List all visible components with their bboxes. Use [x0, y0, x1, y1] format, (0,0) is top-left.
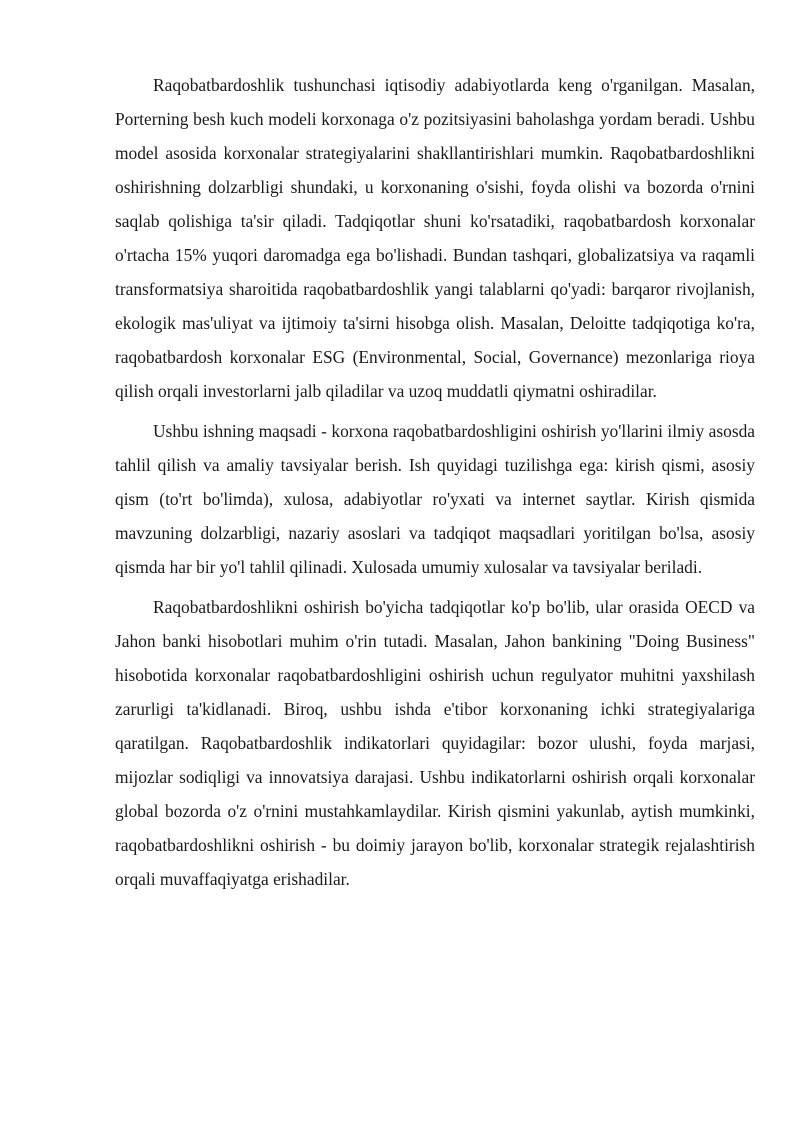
paragraph-work-purpose: Ushbu ishning maqsadi - korxona raqobatbardoshligini oshirish yo'llarini ilmiy asosda tahlil qilish va amaliy tavsiyalar berish. Ish quyidagi tuzilishga ega: kirish qismi, asosiy qism (to'rt bo'limda), xulosa, adabiyotlar ro'yxati va internet saytlar. Kirish qismida mavzuning dolzarbligi, nazariy asoslari va tadqiqot maqsadlari yoritilgan bo'lsa, asosiy qismda har bir yo'l tahlil qilinadi. Xulosada umumiy xulosalar va tavsiyalar beriladi.: [115, 421, 755, 577]
paragraph-competitiveness-concept: Raqobatbardoshlik tushunchasi iqtisodiy adabiyotlarda keng o'rganilgan. Masalan, Porterning besh kuch modeli korxonaga o'z pozitsiyasini baholashga yordam beradi. Ushbu model asosida korxonalar strategiyalarini shakllantirishlari mumkin. Raqobatbardoshlikni oshirishning dolzarbligi shundaki, u korxonaning o'sishi, foyda olishi va bozorda o'rnini saqlab qolishiga ta'sir qiladi. Tadqiqotlar shuni ko'rsatadiki, raqobatbardosh korxonalar o'rtacha 15% yuqori daromadga ega bo'lishadi. Bundan tashqari, globalizatsiya va raqamli transformatsiya sharoitida raqobatbardoshlik yangi talablarni qo'yadi: barqaror rivojlanish, ekologik mas'uliyat va ijtimoiy ta'sirni hisobga olish. Masalan, Deloitte tadqiqotiga ko'ra, raqobatbardosh korxonalar ESG (Environmental, Social, Governance) mezonlariga rioya qilish orqali investorlarni jalb qiladilar va uzoq muddatli qiymatni oshiradilar.: [115, 75, 755, 401]
document-page: [115, 68, 755, 902]
paragraph-research-overview: Raqobatbardoshlikni oshirish bo'yicha tadqiqotlar ko'p bo'lib, ular orasida OECD va Jahon banki hisobotlari muhim o'rin tutadi. Masalan, Jahon bankining "Doing Business" hisobotida korxonalar raqobatbardoshligini oshirish uchun regulyator muhitni yaxshilash zarurligi ta'kidlanadi. Biroq, ushbu ishda e'tibor korxonaning ichki strategiyalariga qaratilgan. Raqobatbardoshlik indikatorlari quyidagilar: bozor ulushi, foyda marjasi, mijozlar sodiqligi va innovatsiya darajasi. Ushbu indikatorlarni oshirish orqali korxonalar global bozorda o'z o'rnini mustahkamlaydilar. Kirish qismini yakunlab, aytish mumkinki, raqobatbardoshlikni oshirish - bu doimiy jarayon bo'lib, korxonalar strategik rejalashtirish orqali muvaffaqiyatga erishadilar.: [115, 597, 755, 889]
